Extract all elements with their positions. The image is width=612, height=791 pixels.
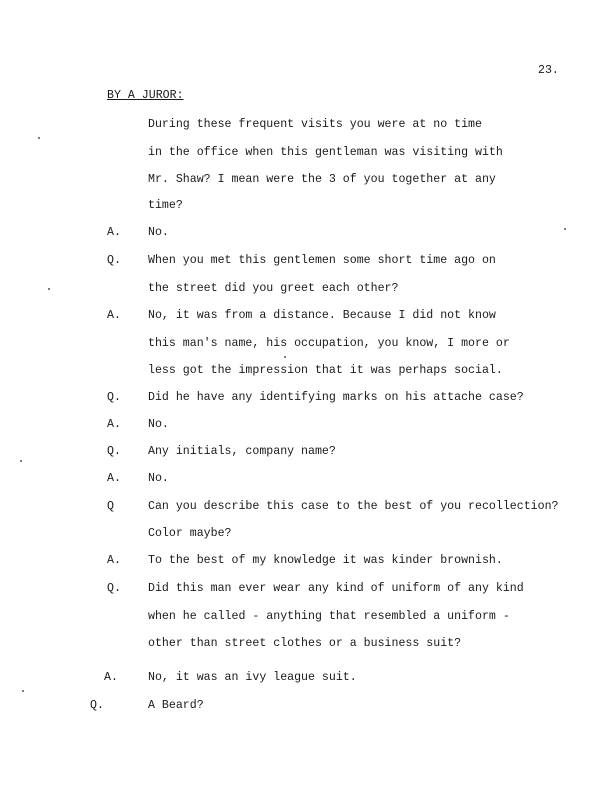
- question-line: time?: [148, 199, 183, 212]
- speaker-label: A.: [107, 554, 121, 567]
- speaker-label: A.: [107, 472, 121, 485]
- speaker-label: Q: [107, 500, 114, 513]
- question-line: in the office when this gentleman was visiting with: [148, 146, 503, 159]
- answer-line: No, it was from a distance. Because I did not know: [148, 309, 496, 322]
- speaker-label: A.: [107, 418, 121, 431]
- question-line: Can you describe this case to the best of you recollection?: [148, 500, 559, 513]
- page-number: 23.: [538, 64, 559, 77]
- speaker-label: A.: [104, 671, 118, 684]
- speaker-label: Q.: [107, 582, 121, 595]
- question-line: when he called - anything that resembled a uniform -: [148, 610, 510, 623]
- answer-line: No.: [148, 226, 169, 239]
- question-line: the street did you greet each other?: [148, 282, 399, 295]
- answer-line: No.: [148, 418, 169, 431]
- scan-speck: [48, 288, 50, 290]
- scan-speck: [284, 356, 286, 358]
- answer-line: To the best of my knowledge it was kinder brownish.: [148, 554, 503, 567]
- answer-line: No, it was an ivy league suit.: [148, 671, 357, 684]
- speaker-label: A.: [107, 309, 121, 322]
- question-line: Color maybe?: [148, 527, 232, 540]
- answer-line: No.: [148, 472, 169, 485]
- scan-speck: [38, 137, 40, 139]
- answer-line: this man's name, his occupation, you know, I more or: [148, 337, 510, 350]
- question-line: When you met this gentlemen some short time ago on: [148, 254, 496, 267]
- scan-speck: [20, 460, 22, 462]
- section-heading: BY A JUROR:: [107, 89, 184, 102]
- question-line: other than street clothes or a business suit?: [148, 637, 462, 650]
- speaker-label: Q.: [90, 699, 104, 712]
- scan-speck: [564, 228, 566, 230]
- question-line: A Beard?: [148, 699, 204, 712]
- question-line: During these frequent visits you were at no time: [148, 118, 482, 131]
- question-line: Did he have any identifying marks on his attache case?: [148, 391, 524, 404]
- speaker-label: Q.: [107, 391, 121, 404]
- question-line: Any initials, company name?: [148, 445, 336, 458]
- speaker-label: A.: [107, 226, 121, 239]
- speaker-label: Q.: [107, 445, 121, 458]
- question-line: Mr. Shaw? I mean were the 3 of you together at any: [148, 173, 496, 186]
- question-line: Did this man ever wear any kind of uniform of any kind: [148, 582, 524, 595]
- speaker-label: Q.: [107, 254, 121, 267]
- scan-speck: [22, 690, 24, 692]
- answer-line: less got the impression that it was perhaps social.: [148, 364, 503, 377]
